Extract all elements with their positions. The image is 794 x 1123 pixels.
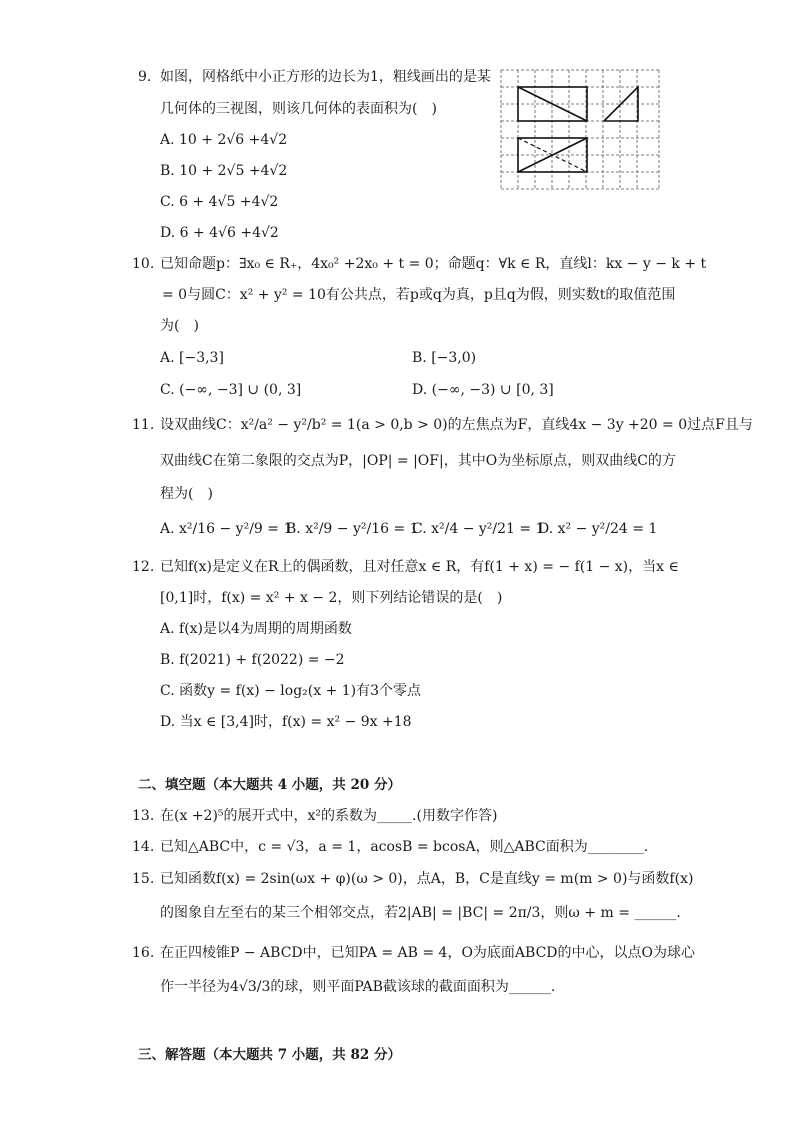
q12-option-b: B. f(2021) + f(2022) = −2 <box>160 652 345 668</box>
section-answer-heading: 三、解答题（本大题共 7 小题，共 82 分） <box>138 1047 401 1063</box>
q11-option-a: A. x²/16 − y²/9 = 1 <box>160 521 293 537</box>
q10-option-b: B. [−3,0) <box>412 350 477 366</box>
q9-number: 9. <box>138 69 152 85</box>
q11-option-c: C. x²/4 − y²/21 = 1 <box>412 521 545 537</box>
q9-stem-line1: 如图，网格纸中小正方形的边长为1，粗线画出的是某 <box>160 69 491 85</box>
three-view-figure <box>500 69 660 195</box>
q11-stem-line3: 程为( ) <box>160 486 213 502</box>
q10-option-d: D. (−∞, −3) ∪ [0, 3] <box>412 382 554 398</box>
q11-stem-line1: 设双曲线C：x²/a² − y²/b² = 1(a > 0,b > 0)的左焦点为F，直线4x − 3y +20 = 0过点F且与 <box>160 417 753 433</box>
q11-option-d: D. x² − y²/24 = 1 <box>538 521 658 537</box>
q14-number: 14. <box>132 839 155 855</box>
grid-lines <box>501 70 659 189</box>
q12-option-c: C. 函数y = f(x) − log₂(x + 1)有3个零点 <box>160 683 422 699</box>
q15-stem-line1: 已知函数f(x) = 2sin(ωx + φ)(ω > 0)，点A，B，C是直线y = m(m > 0)与函数f(x) <box>160 871 694 887</box>
q12-option-d: D. 当x ∈ [3,4]时，f(x) = x² − 9x +18 <box>160 714 412 730</box>
q9-option-d: D. 6 + 4√6 +4√2 <box>160 225 279 241</box>
q9-option-a: A. 10 + 2√6 +4√2 <box>160 132 288 148</box>
q10-number: 10. <box>132 256 155 272</box>
q10-stem-line1: 已知命题p：∃x₀ ∈ R₊，4x₀² +2x₀ + t = 0；命题q：∀k ∈ R，直线l：kx − y − k + t <box>160 256 707 272</box>
q9-option-b: B. 10 + 2√5 +4√2 <box>160 163 288 179</box>
q9-stem-line2: 几何体的三视图，则该几何体的表面积为( ) <box>160 101 437 117</box>
q10-option-c: C. (−∞, −3] ∪ (0, 3] <box>160 382 302 398</box>
q10-option-a: A. [−3,3] <box>160 350 224 366</box>
q15-number: 15. <box>132 871 155 887</box>
q16-stem-line2: 作一半径为4√3/3的球，则平面PAB截该球的截面面积为______. <box>160 979 556 995</box>
q12-number: 12. <box>132 559 155 575</box>
q12-stem-line2: [0,1]时，f(x) = x² + x − 2，则下列结论错误的是( ) <box>160 590 503 606</box>
q16-number: 16. <box>132 945 155 961</box>
q15-stem-line2: 的图象自左至右的某三个相邻交点，若2|AB| = |BC| = 2π/3，则ω + m = ______. <box>160 905 681 921</box>
q14-stem: 已知△ABC中，c = √3，a = 1，acosB = bcosA，则△ABC面积为________. <box>160 839 649 855</box>
q10-stem-line2: = 0与圆C：x² + y² = 10有公共点，若p或q为真，p且q为假，则实数t的取值范围 <box>162 287 676 303</box>
q13-number: 13. <box>132 808 155 824</box>
section-fill-in-heading: 二、填空题（本大题共 4 小题，共 20 分） <box>138 777 401 793</box>
q12-stem-line1: 已知f(x)是定义在R上的偶函数，且对任意x ∈ R，有f(1 + x) = − f(1 − x)，当x ∈ <box>160 559 679 575</box>
q12-option-a: A. f(x)是以4为周期的周期函数 <box>160 621 352 637</box>
q9-option-c: C. 6 + 4√5 +4√2 <box>160 194 279 210</box>
q11-option-b: B. x²/9 − y²/16 = 1 <box>286 521 419 537</box>
q13-stem: 在(x +2)⁵的展开式中，x²的系数为_____.(用数字作答) <box>160 808 498 824</box>
q11-number: 11. <box>132 417 155 433</box>
q11-stem-line2: 双曲线C在第二象限的交点为P，|OP| = |OF|，其中O为坐标原点，则双曲线C的方 <box>160 453 676 469</box>
q10-stem-line3: 为( ) <box>160 318 199 334</box>
q16-stem-line1: 在正四棱锥P − ABCD中，已知PA = AB = 4，O为底面ABCD的中心，以点O为球心 <box>160 945 696 961</box>
